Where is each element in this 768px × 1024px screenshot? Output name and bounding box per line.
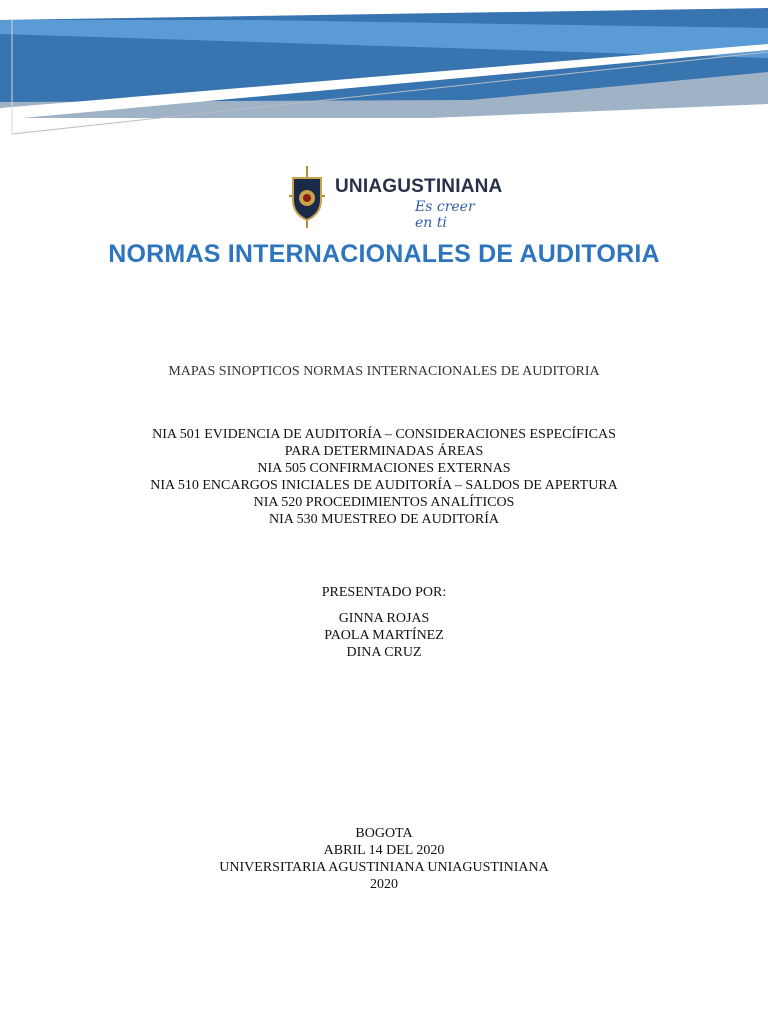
- nia-line: NIA 510 ENCARGOS INICIALES DE AUDITORÍA – SALDOS DE APERTURA: [150, 478, 618, 493]
- author-name: GINNA ROJAS: [338, 611, 430, 626]
- logo-tagline: Es creer en ti: [415, 199, 475, 231]
- footer-info: [0, 825, 768, 893]
- shield-crest-icon: [285, 166, 329, 228]
- presented-by-label: PRESENTADO POR:: [321, 585, 447, 600]
- document-title: NORMAS INTERNACIONALES DE AUDITORIA: [108, 240, 660, 268]
- nia-line: NIA 530 MUESTREO DE AUDITORÍA: [269, 512, 499, 527]
- author-name: PAOLA MARTÍNEZ: [324, 628, 444, 643]
- footer-date: ABRIL 14 DEL 2020: [323, 843, 445, 858]
- header-banner: [0, 0, 768, 140]
- nia-line: NIA 520 PROCEDIMIENTOS ANALÍTICOS: [253, 495, 515, 510]
- footer-city: BOGOTA: [355, 826, 413, 841]
- nia-line: PARA DETERMINADAS ÁREAS: [284, 444, 484, 459]
- nia-line: NIA 505 CONFIRMACIONES EXTERNAS: [257, 461, 511, 476]
- document-subtitle: MAPAS SINOPTICOS NORMAS INTERNACIONALES DE AUDITORIA: [168, 364, 600, 379]
- university-logo: [285, 166, 503, 231]
- logo-name: UNIAGUSTINIANA: [335, 176, 503, 197]
- author-name: DINA CRUZ: [346, 645, 422, 660]
- authors-list: [0, 610, 768, 661]
- nia-list: [0, 426, 768, 528]
- nia-line: NIA 501 EVIDENCIA DE AUDITORÍA – CONSIDERACIONES ESPECÍFICAS: [152, 427, 616, 442]
- footer-year: 2020: [370, 877, 398, 892]
- footer-institution: UNIVERSITARIA AGUSTINIANA UNIAGUSTINIANA: [219, 860, 549, 875]
